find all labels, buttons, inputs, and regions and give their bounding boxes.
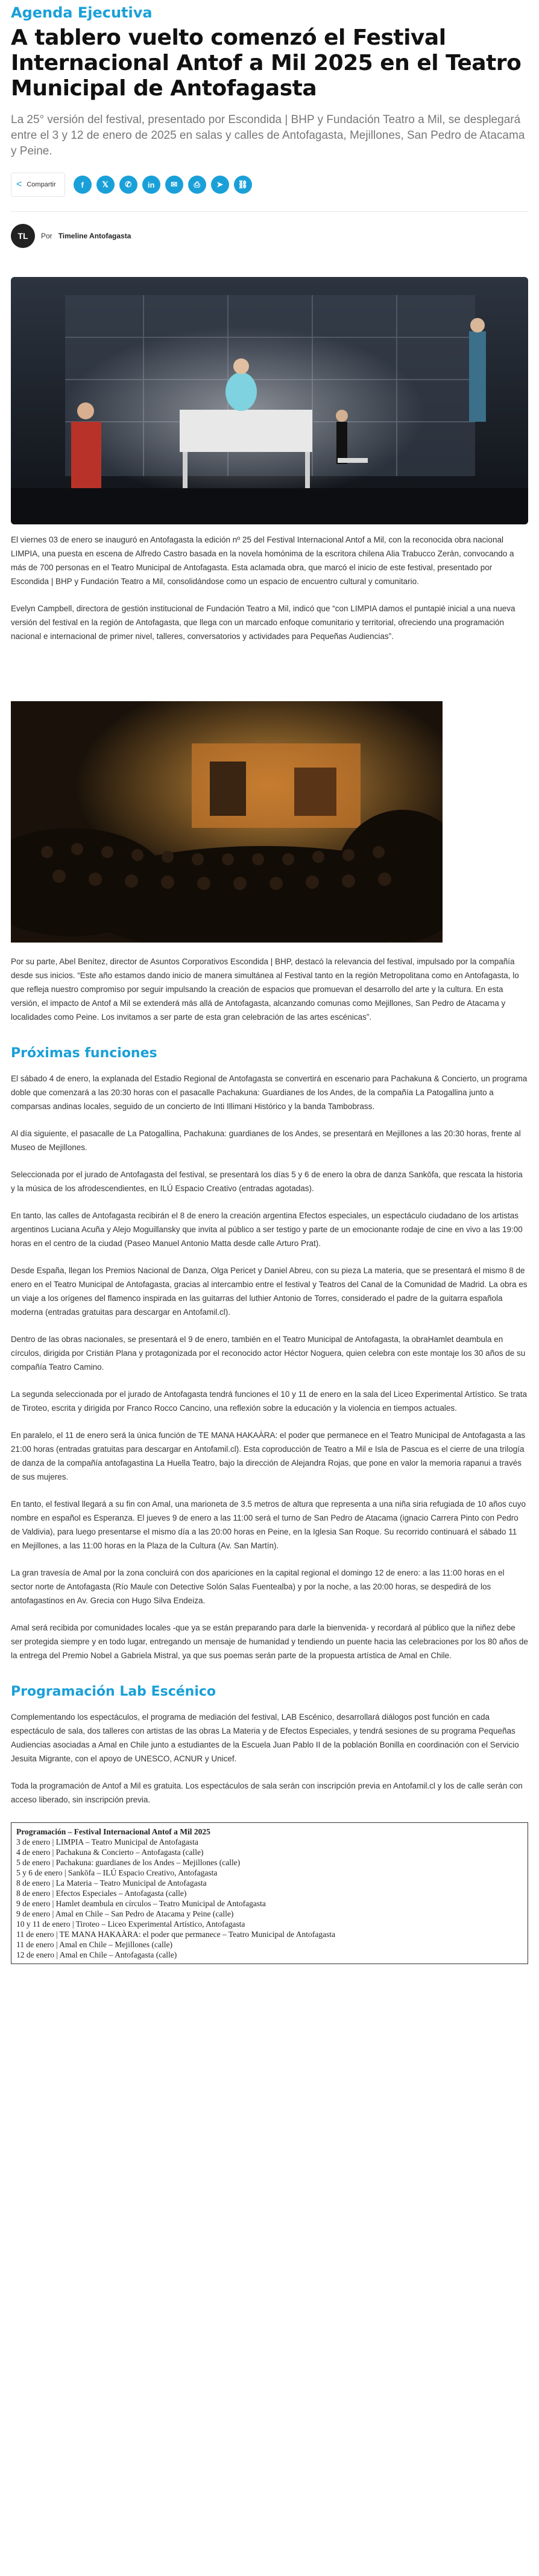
paragraph: Desde España, llegan los Premios Nacional de Danza, Olga Pericet y Daniel Abreu, con su pieza La materia, que se presentará el mismo 8 de enero en el Teatro Municipal de Antofagasta, gracias al intercambio entre el festival y Teatros del Canal de la Comunidad de Madrid. La obra es un viaje a los orígenes del flamenco inspirada en las guitarras del luthier Antonio de Torres, considerado el padre de la guitarra española moderna (entradas gratuitas para descargar en Antofamil.cl). bbox=[11, 1266, 528, 1317]
paragraph: Al día siguiente, el pasacalle de La Patogallina, Pachakuna: guardianes de los Andes, se presentará en Mejillones a las 20:30 horas, frente al Museo de Mejillones. bbox=[11, 1129, 521, 1152]
link-icon[interactable]: ⛓ bbox=[234, 176, 252, 194]
theatre-stage-photo bbox=[11, 277, 528, 524]
x-icon[interactable]: 𝕏 bbox=[96, 176, 115, 194]
paragraph: Evelyn Campbell, directora de gestión institucional de Fundación Teatro a Mil, indicó que “con LIMPIA damos el puntapié inicial a una nueva versión del festival en la región de Antofagasta, que llega con un marcado enfoque comunitario y territorial, ofreciendo una programación nacional e internacional de primer nivel, talleres, conversatorios y actividades para Pequeñas Audiencias”. bbox=[11, 604, 515, 641]
schedule-row: 10 y 11 de enero | Tiroteo – Liceo Experimental Artístico, Antofagasta bbox=[16, 1919, 245, 1929]
schedule-row: 5 de enero | Pachakuna: guardianes de los Andes – Mejillones (calle) bbox=[16, 1858, 241, 1867]
whatsapp-icon[interactable]: ✆ bbox=[119, 176, 137, 194]
schedule-row: 11 de enero | Amal en Chile – Mejillones (calle) bbox=[16, 1940, 172, 1949]
facebook-icon[interactable]: f bbox=[74, 176, 92, 194]
share-label: Compartir bbox=[27, 181, 56, 188]
paragraph: Complementando los espectáculos, el programa de mediación del festival, LAB Escénico, desarrollará diálogos post función en cada espectáculo de sala, dos talleres con artistas de las obras La Materia y de Efectos Especiales, y tendrá sesiones de su programa Pequeñas Audiencias asociadas a Amal en Chile junto a estudiantes de la Escuela Juan Pablo II de la población Bonilla en coordinación con el Servicio Jesuita Migrante, con el apoyo de UNESCO, ACNUR y Unicef. bbox=[11, 1713, 519, 1763]
paragraph: Toda la programación de Antof a Mil es gratuita. Los espectáculos de sala serán con inscripción previa en Antofamil.cl y los de calle serán con acceso liberado, sin inscripción previa. bbox=[11, 1781, 523, 1804]
author-byline bbox=[11, 224, 528, 248]
schedule-box bbox=[11, 1822, 528, 1964]
schedule-row: 3 de enero | LIMPIA – Teatro Municipal de Antofagasta bbox=[16, 1837, 198, 1846]
share-button[interactable] bbox=[11, 173, 65, 197]
avatar[interactable]: TL bbox=[11, 224, 35, 248]
author-name[interactable]: Timeline Antofagasta bbox=[58, 232, 131, 240]
schedule-row: 5 y 6 de enero | Sankōfa – ILÚ Espacio Creativo, Antofagasta bbox=[16, 1868, 218, 1877]
paragraph: El viernes 03 de enero se inauguró en Antofagasta la edición nº 25 del Festival Internacional Antof a Mil, con la reconocida obra nacional LIMPIA, una puesta en escena de Alfredo Castro basada en la novela homónima de la escritora chilena Alia Trabucco Zerán, convocando a más de 700 personas en el Teatro Municipal de Antofagasta. Esta aclamada obra, que marcó el inicio de este festival, presentado por Escondida | BHP y Fundación Teatro a Mil, consolidándose como un espacio de encuentro cultural y comunitario. bbox=[11, 535, 514, 586]
article-title: A tablero vuelto comenzó el Festival Internacional Antof a Mil 2025 en el Teatro Municipal de Antofagasta bbox=[11, 25, 522, 101]
print-icon[interactable]: ⎙ bbox=[188, 176, 206, 194]
section-heading-lab: Programación Lab Escénico bbox=[11, 1684, 216, 1699]
share-icon: < bbox=[16, 179, 22, 189]
paragraph: En tanto, las calles de Antofagasta recibirán el 8 de enero la creación argentina Efectos especiales, un espectáculo ciudadano de los artistas argentinos Luciana Acuña y Alejo Moguillansky que invita al público a ser testigo y parte de un emocionante rodaje de cine en vivo a las 19:00 horas en el centro de la ciudad (Paseo Manuel Antonio Matta desde calle Arturo Prat). bbox=[11, 1211, 523, 1248]
schedule-row: 8 de enero | La Materia – Teatro Municipal de Antofagasta bbox=[16, 1878, 207, 1887]
paragraph: Dentro de las obras nacionales, se presentará el 9 de enero, también en el Teatro Municipal de Antofagasta, la obraHamlet deambula en círculos, dirigida por Cristián Plana y protagonizada por el reconocido actor Héctor Noguera, quien celebra con este montaje los 30 años de su compañía Teatro Camino. bbox=[11, 1335, 526, 1372]
share-icons bbox=[74, 176, 252, 194]
theatre-audience-photo bbox=[11, 701, 443, 943]
paragraph: En paralelo, el 11 de enero será la única función de TE MANA HAKAÀRA: el poder que permanece en el Teatro Municipal de Antofagasta a las 21:00 horas (entradas gratuitas para descargar en Antofamil.cl). Esta coproducción de Teatro a Mil e Isla de Pascua es el cierre de una trilogía de danza de la compañía antofagastina La Huella Teatro, bajo la dirección de Alejandra Rojas, que pone en valor la memoria rapanui a través de sus mujeres. bbox=[11, 1431, 526, 1481]
schedule-row: 8 de enero | Efectos Especiales – Antofagasta (calle) bbox=[16, 1889, 187, 1898]
linkedin-icon[interactable]: in bbox=[142, 176, 160, 194]
schedule-row: 11 de enero | TE MANA HAKAÀRA: el poder que permanece – Teatro Municipal de Antofagasta bbox=[16, 1930, 335, 1939]
article-subtitle: La 25° versión del festival, presentado por Escondida | BHP y Fundación Teatro a Mil, se desplegará entre el 3 y 12 de enero de 2025 en salas y calles de Antofagasta, Mejillones, San Pedro de Atacama y Peine. bbox=[11, 113, 525, 157]
paragraph: En tanto, el festival llegará a su fin con Amal, una marioneta de 3.5 metros de altura que representa a una niña siria refugiada de 10 años cuyo nombre en español es Esperanza. El jueves 9 de enero a las 11:00 será el turno de San Pedro de Atacama (ignacio Carrera Pinto con Pedro de Valdivia), para luego presentarse el mismo día a las 20:00 horas en Peine, en la Iglesia San Roque. Su recorrido continuará el sábado 11 en Mejillones, a las 11:00 horas en la Plaza de la Cultura (Av. San Martín). bbox=[11, 1499, 526, 1550]
category-label[interactable]: Agenda Ejecutiva bbox=[11, 4, 153, 21]
author-prefix: Por bbox=[41, 232, 52, 240]
schedule-row: 12 de enero | Amal en Chile – Antofagasta (calle) bbox=[16, 1950, 177, 1959]
paragraph: La gran travesía de Amal por la zona concluirá con dos apariciones en la capital regional el domingo 12 de enero: a las 11:00 horas en el sector norte de Antofagasta (Río Maule con Detective Solón Salas Fuentealba) y por la noche, a las 20:00 horas, se despedirá de los antofagastinos en Av. Grecia con Hugo Silva Endeiza. bbox=[11, 1568, 505, 1605]
section-heading-funciones: Próximas funciones bbox=[11, 1046, 157, 1061]
paragraph: Amal será recibida por comunidades locales -que ya se están preparando para darle la bienvenida- y recordará al público que la niñez debe ser protegida siempre y en todo lugar, entregando un mensaje de humanidad y tendiendo un puente hacia las celebraciones por los 80 años de la entrega del Premio Nobel a Gabriela Mistral, ya que sus poemas serán parte de la propuesta artística de Amal en Chile. bbox=[11, 1623, 528, 1660]
telegram-icon[interactable]: ➤ bbox=[211, 176, 229, 194]
paragraph: Por su parte, Abel Benítez, director de Asuntos Corporativos Escondida | BHP, destacó la relevancia del festival, impulsado por la compañía desde sus inicios. “Este año estamos dando inicio de manera simultánea al Festival tanto en la región Metropolitana como en Antofagasta, lo que refleja nuestro compromiso por seguir impulsando la creación de espacios que promuevan el desarrollo del arte y la cultura. En esta versión, el impacto de Antof a Mil se extenderá más allá de Antofagasta, alcanzando comunas como Mejillones, San Pedro de Atacama y localidades como Peine. Los invitamos a ser parte de esta gran celebración de las artes escénicas”. bbox=[11, 957, 519, 1022]
article-container bbox=[11, 0, 528, 1964]
schedule-row: 4 de enero | Pachakuna & Concierto – Antofagasta (calle) bbox=[16, 1848, 204, 1857]
schedule-row: 9 de enero | Amal en Chile – San Pedro de Atacama y Peine (calle) bbox=[16, 1909, 234, 1918]
email-icon[interactable]: ✉ bbox=[165, 176, 183, 194]
share-bar bbox=[11, 173, 528, 197]
schedule-row: 9 de enero | Hamlet deambula en círculos – Teatro Municipal de Antofagasta bbox=[16, 1899, 266, 1908]
schedule-title: Programación – Festival Internacional Antof a Mil 2025 bbox=[16, 1827, 210, 1836]
paragraph: Seleccionada por el jurado de Antofagasta del festival, se presentará los días 5 y 6 de enero la obra de danza Sankōfa, que rescata la historia y la música de los afrodescendientes, en ILÚ Espacio Creativo (entradas agotadas). bbox=[11, 1170, 523, 1193]
divider bbox=[11, 211, 528, 212]
paragraph: La segunda seleccionada por el jurado de Antofagasta tendrá funciones el 10 y 11 de enero en la sala del Liceo Experimental Artístico. Se trata de Tiroteo, escrita y dirigida por Franco Rocco Cancino, una reflexión sobre la educación y la violencia en tiempos actuales. bbox=[11, 1390, 528, 1413]
paragraph: El sábado 4 de enero, la explanada del Estadio Regional de Antofagasta se convertirá en escenario para Pachakuna & Concierto, un programa doble que comenzará a las 20:30 horas con el pasacalle Pachakuna: Guardianes de los Andes, de la compañía La Patogallina junto a comparsas andinas locales, seguido de un concierto de Inti Illimani Histórico y la banda Tambobrass. bbox=[11, 1074, 528, 1111]
